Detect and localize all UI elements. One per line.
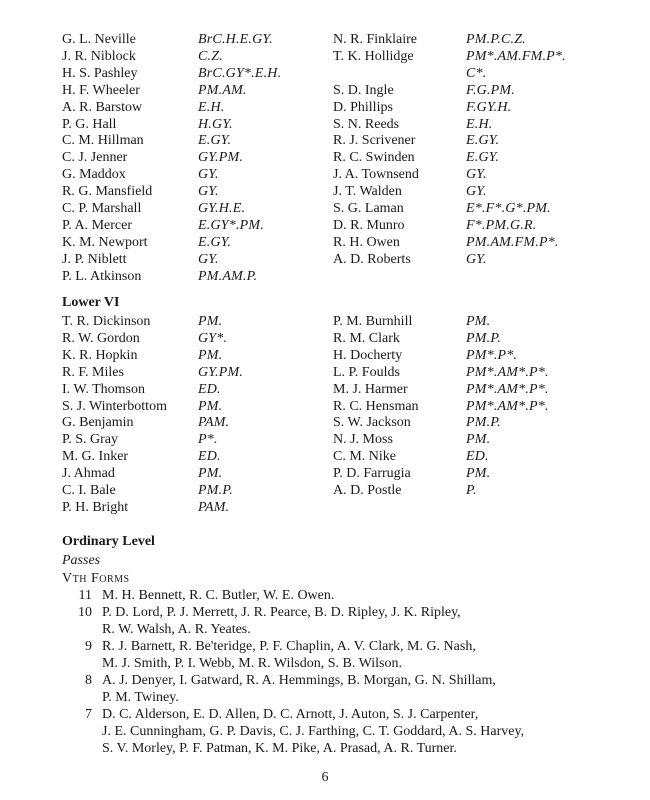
subject-codes: PM. [466, 432, 491, 448]
pupil-names: P. M. Twiney. [102, 690, 179, 705]
student-name: R. M. Clark [333, 330, 400, 346]
passes-count: 11 [78, 588, 92, 603]
subject-codes: GY.PM. [198, 150, 244, 166]
subject-codes: F.G.PM. [466, 82, 515, 98]
result-row [0, 217, 650, 234]
student-name: P. L. Atkinson [62, 268, 142, 284]
subject-codes: PM*.AM*.P*. [466, 398, 549, 414]
subject-codes: ED. [198, 449, 221, 465]
result-row [0, 499, 650, 516]
result-row [0, 482, 650, 499]
result-row [0, 414, 650, 431]
student-name: G. Benjamin [62, 415, 134, 431]
subject-codes: BrC.GY*.E.H. [198, 65, 282, 81]
student-name: K. R. Hopkin [62, 347, 138, 363]
student-name: H. F. Wheeler [62, 82, 140, 98]
subject-codes: E.GY. [466, 133, 500, 149]
ordinary-level-heading: Ordinary Level [62, 534, 155, 549]
student-name: T. K. Hollidge [333, 48, 414, 64]
subject-codes: GY. [198, 167, 219, 183]
student-name: G. L. Neville [62, 32, 136, 47]
student-name: R. C. Swinden [333, 150, 415, 166]
student-name: I. W. Thomson [62, 381, 145, 397]
subject-codes: PM. [198, 314, 223, 329]
result-row [0, 347, 650, 364]
subject-codes: C*. [466, 65, 487, 81]
subject-codes: PM. [466, 314, 491, 329]
subject-codes: E.GY. [466, 150, 500, 166]
subject-codes: F*.PM.G.R. [466, 217, 537, 233]
subject-codes: P*. [198, 432, 218, 448]
student-name: C. J. Jenner [62, 150, 128, 166]
subject-codes: PAM. [198, 415, 230, 431]
student-name: P. A. Mercer [62, 217, 132, 233]
result-row [0, 31, 650, 48]
subject-codes: PM*.AM.FM.P*. [466, 48, 566, 64]
result-row [0, 431, 650, 448]
student-name: P. H. Bright [62, 499, 129, 515]
subject-codes: E.GY. [198, 133, 232, 149]
passes-entry [62, 672, 622, 706]
student-name: A. D. Postle [333, 483, 402, 498]
result-row [0, 313, 650, 330]
student-name: J. T. Walden [333, 184, 402, 200]
subject-codes: GY.PM. [198, 364, 244, 380]
result-row [0, 116, 650, 133]
student-name: P. G. Hall [62, 116, 117, 132]
subject-codes: F.GY.H. [466, 99, 512, 115]
result-row [0, 200, 650, 217]
subject-codes: E*.F*.G*.PM. [466, 201, 551, 216]
result-row [0, 149, 650, 166]
student-name: R. H. Owen [333, 234, 400, 250]
passes-entry [62, 587, 622, 604]
subject-codes: P. [466, 483, 477, 498]
student-name: D. R. Munro [333, 217, 405, 233]
student-name: T. R. Dickinson [62, 314, 151, 329]
subject-codes: PM.AM.FM.P*. [466, 234, 559, 250]
result-row [0, 330, 650, 347]
subject-codes: PM.P. [466, 415, 501, 431]
student-name: P. M. Burnhill [333, 314, 413, 329]
pupil-names: M. J. Smith, P. I. Webb, M. R. Wilsdon, S. B. Wilson. [102, 656, 402, 671]
subject-codes: C.Z. [198, 48, 223, 64]
result-row [0, 251, 650, 268]
passes-count: 7 [85, 707, 92, 722]
subject-codes: PM*.AM*.P*. [466, 364, 549, 380]
page-number: 6 [321, 770, 329, 785]
result-row [0, 183, 650, 200]
subject-codes: GY. [466, 251, 487, 267]
pupil-names: P. D. Lord, P. J. Merrett, J. R. Pearce, B. D. Ripley, J. K. Ripley, [102, 605, 461, 620]
student-name: L. P. Foulds [333, 364, 400, 380]
student-name: N. J. Moss [333, 432, 393, 448]
student-name: M. G. Inker [62, 449, 129, 465]
pupil-names: S. V. Morley, P. F. Patman, K. M. Pike, A. Prasad, A. R. Turner. [102, 741, 457, 756]
pupil-names: R. W. Walsh, A. R. Yeates. [102, 622, 251, 637]
result-row [0, 381, 650, 398]
passes-count: 8 [85, 673, 92, 688]
subject-codes: GY. [198, 251, 219, 267]
student-name: R. W. Gordon [62, 330, 140, 346]
pupil-names: R. J. Barnett, R. Be'teridge, P. F. Chaplin, A. V. Clark, M. G. Nash, [102, 639, 476, 654]
student-name: N. R. Finklaire [333, 32, 417, 47]
result-row [0, 65, 650, 82]
passes-entry [62, 604, 622, 638]
lower-vi-heading: Lower VI [62, 295, 120, 310]
student-name: R. C. Hensman [333, 398, 419, 414]
result-row [0, 448, 650, 465]
student-name: C. M. Nike [333, 449, 396, 465]
subject-codes: ED. [198, 381, 221, 397]
student-name: S. N. Reeds [333, 116, 400, 132]
student-name: J. R. Niblock [62, 48, 136, 64]
subject-codes: H.GY. [198, 116, 233, 132]
subject-codes: PM.AM.P. [198, 268, 258, 284]
result-row [0, 132, 650, 149]
subject-codes: PM.P.C.Z. [466, 32, 526, 47]
result-row [0, 398, 650, 415]
student-name: J. A. Townsend [333, 167, 419, 183]
result-row [0, 268, 650, 285]
subject-codes: E.H. [198, 99, 225, 115]
student-name: K. M. Newport [62, 234, 148, 250]
student-name: H. S. Pashley [62, 65, 138, 81]
pupil-names: A. J. Denyer, I. Gatward, R. A. Hemmings, B. Morgan, G. N. Shillam, [102, 673, 496, 688]
student-name: J. P. Niblett [62, 251, 127, 267]
subject-codes: E.GY. [198, 234, 232, 250]
passes-entry [62, 638, 622, 672]
subject-codes: GY. [466, 167, 487, 183]
student-name: R. G. Mansfield [62, 184, 153, 200]
vth-forms-label: Vth Forms [62, 571, 130, 586]
student-name: A. R. Barstow [62, 99, 143, 115]
student-name: J. Ahmad [62, 466, 115, 482]
student-name: S. D. Ingle [333, 82, 394, 98]
result-row [0, 82, 650, 99]
student-name: C. P. Marshall [62, 201, 142, 216]
subject-codes: PM.AM. [198, 82, 247, 98]
subject-codes: PM. [198, 398, 223, 414]
subject-codes: PM.P. [198, 483, 233, 498]
student-name: R. J. Scrivener [333, 133, 416, 149]
student-name: P. D. Farrugia [333, 466, 411, 482]
result-row [0, 48, 650, 65]
subject-codes: E.GY*.PM. [198, 217, 264, 233]
passes-entry [62, 706, 622, 757]
subject-codes: PM*.AM*.P*. [466, 381, 549, 397]
student-name: H. Docherty [333, 347, 403, 363]
subject-codes: PM.P. [466, 330, 501, 346]
subject-codes: PM. [198, 466, 223, 482]
result-row [0, 234, 650, 251]
student-name: M. J. Harmer [333, 381, 408, 397]
result-row [0, 166, 650, 183]
passes-subheading: Passes [62, 553, 101, 568]
subject-codes: GY*. [198, 330, 228, 346]
result-row [0, 465, 650, 482]
passes-count: 10 [78, 605, 92, 620]
student-name: R. F. Miles [62, 364, 124, 380]
student-name: C. M. Hillman [62, 133, 144, 149]
subject-codes: PM. [466, 466, 491, 482]
subject-codes: GY.H.E. [198, 201, 246, 216]
subject-codes: ED. [466, 449, 489, 465]
pupil-names: J. E. Cunningham, G. P. Davis, C. J. Farthing, C. T. Goddard, A. S. Harvey, [102, 724, 525, 739]
subject-codes: PM*.P*. [466, 347, 518, 363]
student-name: A. D. Roberts [333, 251, 411, 267]
subject-codes: PAM. [198, 499, 230, 515]
subject-codes: PM. [198, 347, 223, 363]
student-name: P. S. Gray [62, 432, 119, 448]
student-name: S. J. Winterbottom [62, 398, 167, 414]
subject-codes: BrC.H.E.GY. [198, 32, 273, 47]
subject-codes: E.H. [466, 116, 493, 132]
result-row [0, 99, 650, 116]
subject-codes: GY. [198, 184, 219, 200]
student-name: D. Phillips [333, 99, 393, 115]
pupil-names: D. C. Alderson, E. D. Allen, D. C. Arnott, J. Auton, S. J. Carpenter, [102, 707, 479, 722]
student-name: G. Maddox [62, 167, 126, 183]
student-name: C. I. Bale [62, 483, 116, 498]
pupil-names: M. H. Bennett, R. C. Butler, W. E. Owen. [102, 588, 335, 603]
student-name: S. W. Jackson [333, 415, 411, 431]
student-name: S. G. Laman [333, 201, 404, 216]
result-row [0, 364, 650, 381]
subject-codes: GY. [466, 184, 487, 200]
passes-count: 9 [85, 639, 92, 654]
